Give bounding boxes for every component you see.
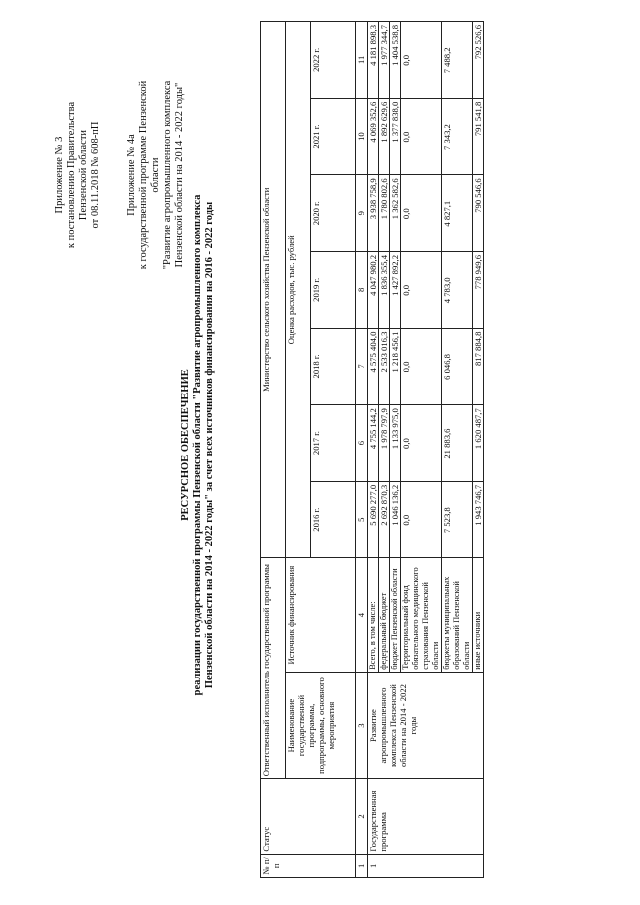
resource-table — [260, 21, 484, 878]
header-estimate: Оценка расходов, тыс. рублей — [286, 22, 311, 559]
value-cell: 1 780 802,6 — [379, 175, 390, 252]
value-cell: 7 488,2 — [442, 22, 473, 99]
value-cell: 4 069 352,6 — [368, 98, 379, 175]
appendix-4a-line: к государственной программе Пензенской области — [138, 80, 161, 270]
header-year: 2017 г. — [311, 405, 356, 482]
appendix-3-line: Приложение № 3 — [54, 136, 65, 214]
value-cell: 1 404 538,8 — [390, 22, 401, 99]
appendix-4a-block — [126, 65, 186, 285]
value-cell: 1 427 892,2 — [390, 252, 401, 329]
value-cell: 0,0 — [401, 98, 442, 175]
value-cell: 778 949,6 — [473, 252, 484, 329]
header-year: 2019 г. — [311, 252, 356, 329]
value-cell: 21 883,6 — [442, 405, 473, 482]
header-program-name: Наименование государственной программы, подпрограммы, основного мероприятия — [286, 672, 356, 779]
value-cell: 1 046 136,2 — [390, 481, 401, 558]
value-cell: 4 047 980,2 — [368, 252, 379, 329]
column-number: 6 — [356, 405, 368, 482]
row-status: Государственная программа — [368, 779, 484, 854]
value-cell: 1 977 344,7 — [379, 22, 390, 99]
value-cell: 1 133 975,0 — [390, 405, 401, 482]
header-year: 2021 г. — [311, 98, 356, 175]
row-number: 1 — [368, 854, 484, 877]
header-year: 2022 г. — [311, 22, 356, 99]
value-cell: 4 575 404,0 — [368, 328, 379, 405]
header-year: 2020 г. — [311, 175, 356, 252]
value-cell: 0,0 — [401, 252, 442, 329]
title-line: реализации государственной программы Пензенской области "Развитие агропромышленного комплекса — [192, 194, 203, 696]
column-number: 4 — [356, 558, 368, 672]
value-cell: 4 783,0 — [442, 252, 473, 329]
column-number-row — [356, 22, 368, 878]
value-cell: 4 827,1 — [442, 175, 473, 252]
source-label: федеральный бюджет — [379, 558, 390, 672]
appendix-4a-line: "Развитие агропромышленного комплекса — [162, 80, 173, 270]
value-cell: 1 978 797,9 — [379, 405, 390, 482]
header-status: Статус — [261, 779, 356, 854]
column-number: 9 — [356, 175, 368, 252]
title-line: РЕСУРСНОЕ ОБЕСПЕЧЕНИЕ — [180, 369, 191, 521]
column-number: 11 — [356, 22, 368, 99]
value-cell: 2 533 016,3 — [379, 328, 390, 405]
value-cell: 1 943 746,7 — [473, 481, 484, 558]
appendix-3-line: от 08.11.2018 № 608-пП — [90, 121, 101, 229]
value-cell: 1 620 487,7 — [473, 405, 484, 482]
title-line: Пензенской области на 2014 - 2022 годы" за счет всех источников финансирования на 2016 - 2022 годы — [204, 201, 215, 689]
value-cell: 7 523,8 — [442, 481, 473, 558]
source-label: Территориальный фонд обязательного медицинского страхования Пензенской области — [401, 558, 442, 672]
column-number: 1 — [356, 854, 368, 877]
value-cell: 0,0 — [401, 175, 442, 252]
column-number: 3 — [356, 672, 368, 779]
value-cell: 7 343,2 — [442, 98, 473, 175]
value-cell: 2 692 870,3 — [379, 481, 390, 558]
value-cell: 790 546,6 — [473, 175, 484, 252]
table-row — [368, 22, 379, 878]
value-cell: 1 362 582,6 — [390, 175, 401, 252]
column-number: 7 — [356, 328, 368, 405]
value-cell: 1 218 456,1 — [390, 328, 401, 405]
value-cell: 0,0 — [401, 405, 442, 482]
source-label: бюджеты муниципальных образований Пензенской области — [442, 558, 473, 672]
value-cell: 4 181 898,3 — [368, 22, 379, 99]
value-cell: 0,0 — [401, 22, 442, 99]
value-cell: 5 690 277,0 — [368, 481, 379, 558]
header-ministry: Министерство сельского хозяйства Пензенской области — [261, 22, 286, 559]
value-cell: 791 541,8 — [473, 98, 484, 175]
value-cell: 6 046,8 — [442, 328, 473, 405]
header-source: Источник финансирования — [286, 558, 356, 672]
appendix-4a-line: Приложение № 4а — [126, 134, 137, 216]
value-cell: 792 526,6 — [473, 22, 484, 99]
document-title — [180, 105, 216, 785]
value-cell: 0,0 — [401, 481, 442, 558]
value-cell: 817 884,8 — [473, 328, 484, 405]
appendix-3-line: к постановлению Правительства — [66, 101, 77, 249]
appendix-3-line: Пензенской области — [78, 129, 89, 221]
source-label: иные источники — [473, 558, 484, 672]
header-number: № п/п — [261, 854, 356, 877]
appendix-3-block — [54, 75, 102, 275]
value-cell: 3 938 758,9 — [368, 175, 379, 252]
header-executor: Ответственный исполнитель государственной программы — [261, 558, 286, 779]
value-cell: 1 377 838,0 — [390, 98, 401, 175]
appendix-4a-line: Пензенской области на 2014 - 2022 годы" — [174, 82, 185, 268]
header-year: 2016 г. — [311, 481, 356, 558]
value-cell: 1 892 629,6 — [379, 98, 390, 175]
column-number: 2 — [356, 779, 368, 854]
header-year: 2018 г. — [311, 328, 356, 405]
source-label: бюджет Пензенской области — [390, 558, 401, 672]
source-label: Всего, в том числе: — [368, 558, 379, 672]
resource-table-wrapper — [260, 21, 484, 878]
value-cell: 0,0 — [401, 328, 442, 405]
column-number: 8 — [356, 252, 368, 329]
column-number: 5 — [356, 481, 368, 558]
column-number: 10 — [356, 98, 368, 175]
row-program-name: Развитие агропромышленного комплекса Пензенской области на 2014 - 2022 годы — [368, 672, 484, 779]
value-cell: 4 755 144,2 — [368, 405, 379, 482]
value-cell: 1 836 355,4 — [379, 252, 390, 329]
